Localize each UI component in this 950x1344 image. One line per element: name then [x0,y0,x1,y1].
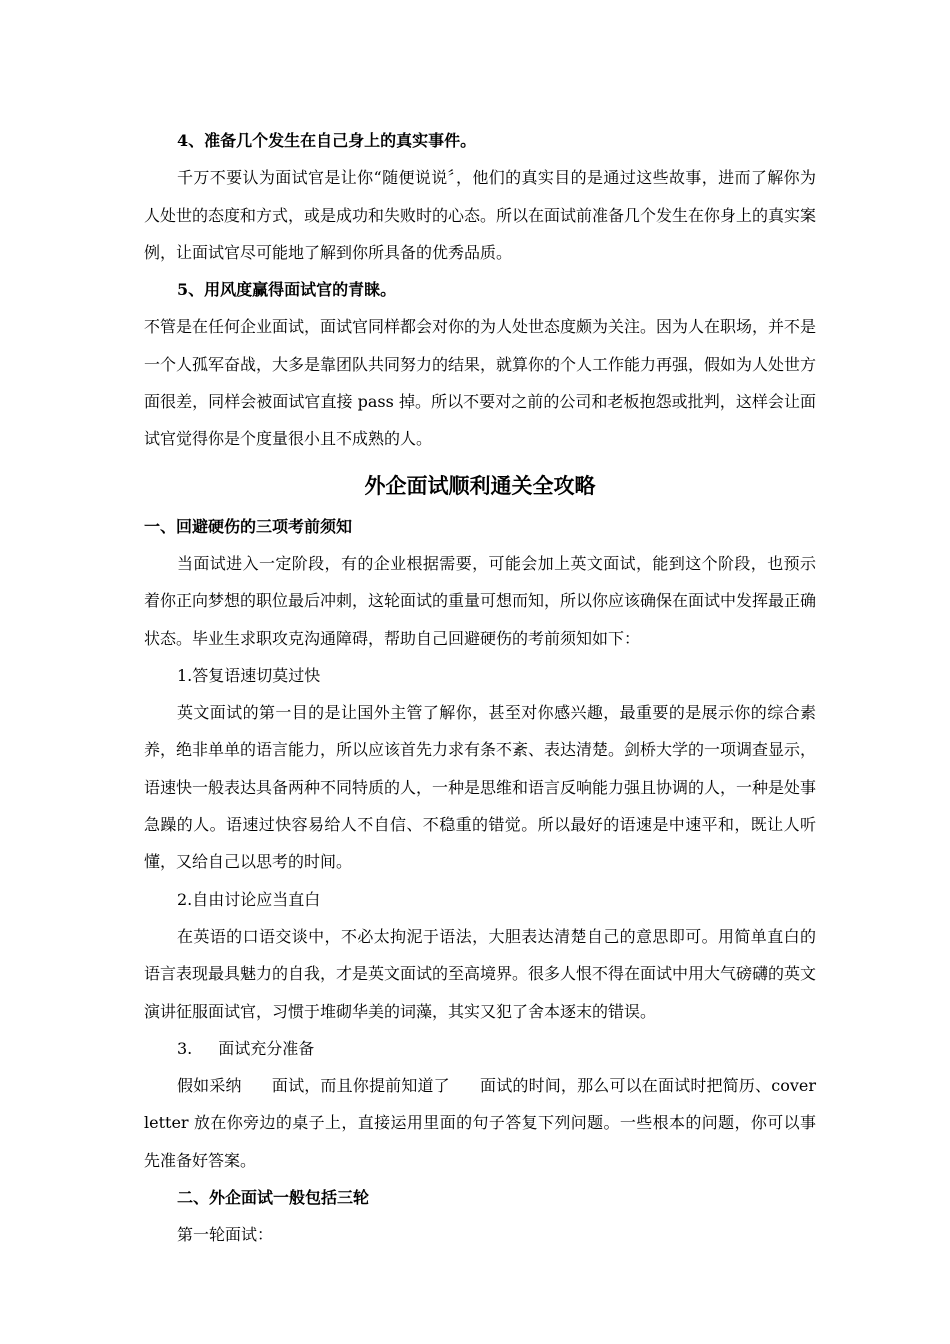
section-4-paragraph: 千万不要认为面试官是让你“随便说说〞，他们的真实目的是通过这些故事，进而了解你为人处世的态度和方式，或是成功和失败时的心态。所以在面试前准备几个发生在你身上的真实案例，让面试官尽可能地了解到你所具备的优秀品质。 [144,168,817,262]
item-1-title: 1.答复语速切莫过快 [177,665,321,685]
section-5-heading: 5、用风度赢得面试官的青睐。 [177,280,397,300]
item-3-title-line [144,1030,816,1067]
item-3-title: 面试充分准备 [218,1038,315,1058]
part-2-heading: 二、外企面试一般包括三轮 [177,1188,370,1208]
item-2-title: 2.自由讨论应当直白 [177,889,321,909]
item-3-number: 3. [177,1038,193,1058]
part-1-heading: 一、回避硬伤的三项考前须知 [144,516,353,536]
item-3-text-a: 假如采纳 [177,1076,242,1096]
item-1-paragraph: 英文面试的第一目的是让国外主管了解你，甚至对你感兴趣，最重要的是展示你的综合素养，绝非单单的语言能力，所以应该首先力求有条不紊、表达清楚。剑桥大学的一项调查显示，语速快一般表达具备两种不同特质的人，一种是思维和语言反响能力强且协调的人，一种是处事急躁的人。语速过快容易给人不自信、不稳重的错觉。所以最好的语速是中速平和，既让人听懂，又给自己以思考的时间。 [144,703,817,872]
section-5-paragraph: 不管是在任何企业面试，面试官同样都会对你的为人处世态度颇为关注。因为人在职场，并不是一个人孤军奋战，大多是靠团队共同努力的结果，就算你的个人工作能力再强，假如为人处世方面很差，同样会被面试官直接 pass 掉。所以不要对之前的公司和老板抱怨或批判，这样会让面试官觉得你是个度量很小且不成熟的人。 [144,317,817,449]
item-3-text-c: 面试的时间，那么可以在面试时把简历、cover letter 放在你旁边的桌子上，直接运用里面的句子答复下列问题。一些根本的问题，你可以事先准备好答案。 [144,1076,816,1170]
item-3-text-b: 面试，而且你提前知道了 [271,1076,450,1096]
article-title: 外企面试顺利通关全攻略 [364,472,596,498]
section-4-heading: 4、准备几个发生在自己身上的真实事件。 [177,131,477,150]
item-2-paragraph: 在英语的口语交谈中，不必太拘泥于语法，大胆表达清楚自己的意思即可。用简单直白的语言表现最具魅力的自我，才是英文面试的至高境界。很多人恨不得在面试中用大气磅礴的英文演讲征服面试官，习惯于堆砌华美的词藻，其实又犯了舍本逐末的错误。 [144,926,817,1021]
item-3-paragraph [144,1067,816,1179]
document-body [144,122,816,1254]
round-1-label: 第一轮面试： [177,1225,274,1245]
part-1-intro-paragraph: 当面试进入一定阶段，有的企业根据需要，可能会加上英文面试，能到这个阶段，也预示着你正向梦想的职位最后冲刺，这轮面试的重量可想而知，所以你应该确保在面试中发挥最正确状态。毕业生求职攻克沟通障碍，帮助自己回避硬伤的考前须知如下： [144,553,817,648]
